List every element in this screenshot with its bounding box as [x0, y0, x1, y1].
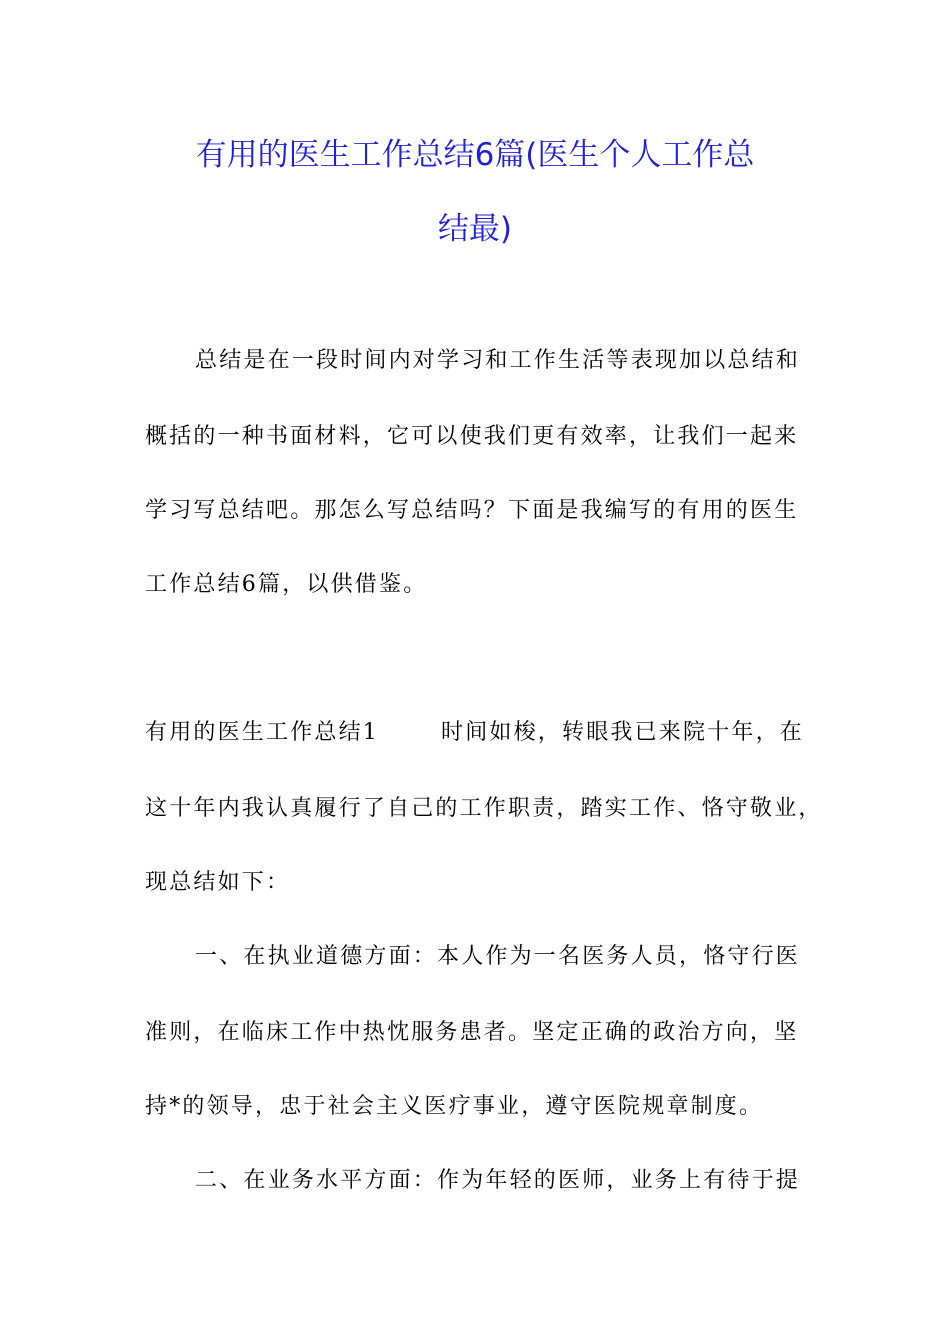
document-title: [120, 118, 830, 266]
point2-line-1: 二、在业务水平方面：作为年轻的医师，业务上有待于提: [195, 1168, 801, 1193]
title-line-1: 有用的医生工作总结6篇(医生个人工作总: [195, 137, 755, 173]
intro-line-4: 工作总结6篇，以供借鉴。: [145, 572, 428, 597]
intro-line-1: 总结是在一段时间内对学习和工作生活等表现加以总结和: [195, 348, 801, 373]
title-line-2: 结最): [437, 211, 513, 247]
point1-line-1: 一、在执业道德方面：本人作为一名医务人员，恪守行医: [195, 944, 801, 969]
section-line-3: 现总结如下：: [145, 870, 291, 895]
intro-line-2: 概括的一种书面材料，它可以使我们更有效率，让我们一起来: [145, 424, 799, 449]
section-line-1: 时间如梭，转眼我已来院十年，在: [441, 720, 805, 745]
section-heading: 有用的医生工作总结1: [145, 720, 379, 745]
point1-line-3: 持*的领导，忠于社会主义医疗事业，遵守医院规章制度。: [145, 1094, 764, 1119]
section-line-2: 这十年内我认真履行了自己的工作职责，踏实工作、恪守敬业，: [145, 796, 823, 821]
section-1-first-line: [145, 718, 805, 748]
point1-line-2: 准则，在临床工作中热忱服务患者。坚定正确的政治方向，坚: [145, 1020, 799, 1045]
intro-line-3: 学习写总结吧。那怎么写总结吗？下面是我编写的有用的医生: [145, 498, 799, 523]
